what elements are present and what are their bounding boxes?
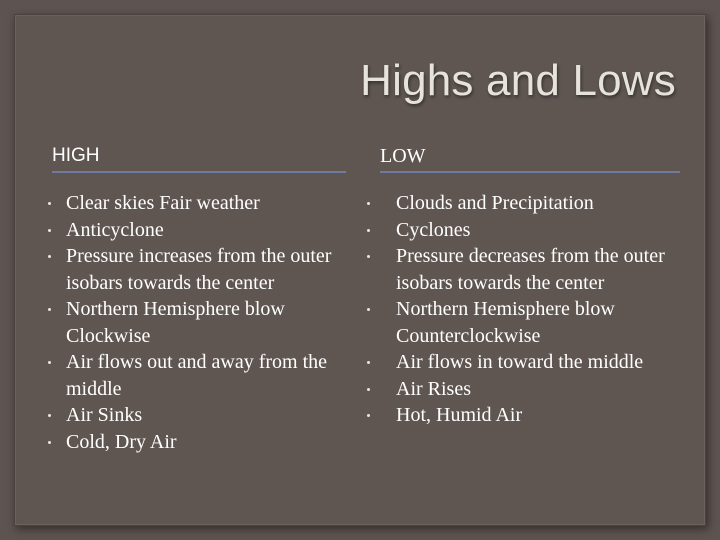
list-item-text: Cold, Dry Air [66, 430, 177, 453]
list-item [367, 243, 697, 296]
list-item [367, 349, 697, 376]
low-heading-underline [380, 171, 680, 173]
bullet-icon [48, 414, 51, 417]
list-item-text: Hot, Humid Air [396, 404, 523, 426]
slide-title: Highs and Lows [360, 56, 676, 105]
bullet-icon [48, 229, 51, 232]
list-item-text: Clear skies Fair weather [66, 192, 260, 214]
list-item-text: Air Sinks [66, 404, 143, 426]
high-list [48, 190, 368, 455]
bullet-icon [367, 388, 370, 391]
list-item-text: Pressure increases from the outer isobars towards the center [66, 245, 332, 294]
list-item [48, 243, 368, 296]
list-item [367, 190, 697, 217]
list-item-text: Clouds and Precipitation [396, 192, 594, 214]
list-item [367, 217, 697, 244]
bullet-icon [367, 308, 370, 311]
list-item-text: Air Rises [396, 377, 471, 400]
bullet-icon [367, 255, 370, 258]
list-item [48, 429, 368, 456]
list-item-text: Anticyclone [66, 218, 164, 241]
bullet-icon [367, 414, 370, 417]
list-item [367, 376, 697, 403]
high-heading-underline [52, 171, 346, 173]
list-item [48, 296, 368, 349]
bullet-icon [367, 202, 370, 205]
list-item [367, 402, 697, 429]
bullet-icon [367, 361, 370, 364]
list-item [48, 190, 368, 217]
low-heading: LOW [380, 145, 426, 167]
list-item [48, 402, 368, 429]
high-heading: HIGH [52, 145, 100, 166]
list-item-text: Pressure decreases from the outer isobars towards the center [396, 245, 665, 294]
list-item-text: Air flows in toward the middle [396, 351, 644, 373]
list-item-text: Cyclones [396, 218, 471, 241]
bullet-icon [48, 308, 51, 311]
list-item [48, 217, 368, 244]
bullet-icon [48, 441, 51, 444]
list-item [48, 349, 368, 402]
bullet-icon [48, 202, 51, 205]
list-item [367, 296, 697, 349]
bullet-icon [48, 361, 51, 364]
list-item-text: Air flows out and away from the middle [66, 351, 328, 400]
bullet-icon [48, 255, 51, 258]
bullet-icon [367, 229, 370, 232]
low-list [367, 190, 697, 429]
list-item-text: Northern Hemisphere blow Counterclockwise [396, 298, 615, 347]
list-item-text: Northern Hemisphere blow Clockwise [66, 298, 285, 347]
